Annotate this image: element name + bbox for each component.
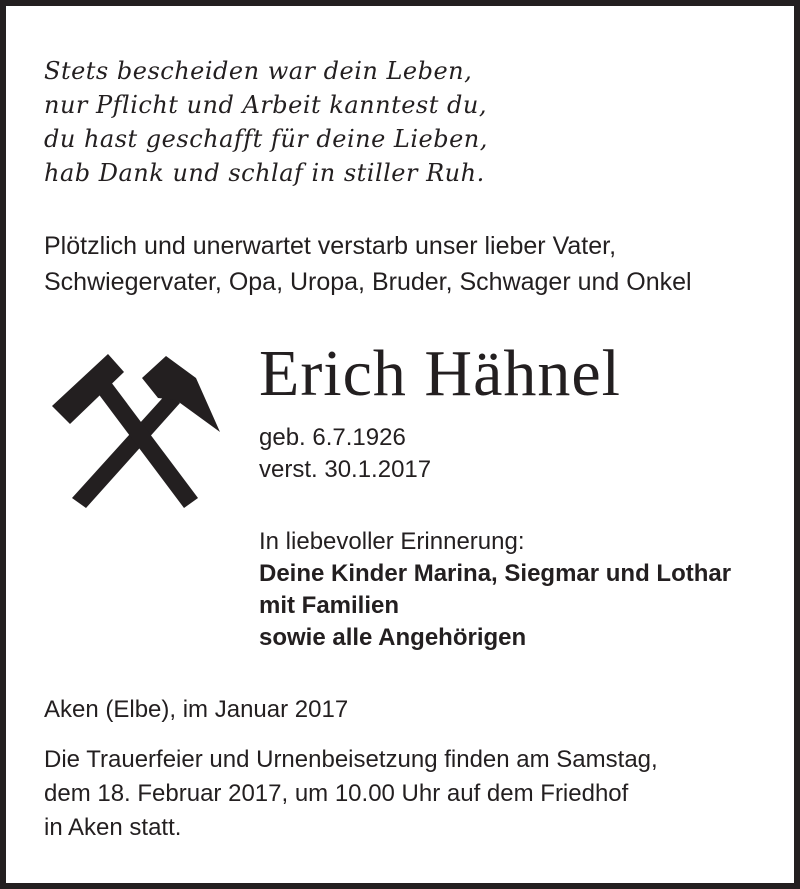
funeral-notice <box>44 743 658 845</box>
funeral-line: Die Trauerfeier und Urnenbeisetzung finden am Samstag, <box>44 746 658 773</box>
funeral-line: in Aken statt. <box>44 814 182 841</box>
announcement-text <box>44 228 692 300</box>
memorial-poem <box>44 54 488 190</box>
deceased-name: Erich Hähnel <box>259 337 622 410</box>
announcement-line: Plötzlich und unerwartet verstarb unser lieber Vater, <box>44 232 617 260</box>
mourners-heading: In liebevoller Erinnerung: <box>259 528 525 555</box>
mourners-line: sowie alle Angehörigen <box>259 624 527 651</box>
mourners-block <box>259 526 731 654</box>
mourners-line: mit Familien <box>259 592 400 619</box>
poem-line: nur Pflicht und Arbeit kanntest du, <box>44 91 487 119</box>
poem-line: Stets bescheiden war dein Leben, <box>44 57 473 85</box>
place-and-date: Aken (Elbe), im Januar 2017 <box>44 696 349 723</box>
mourners-line: Deine Kinder Marina, Siegmar und Lothar <box>259 560 732 587</box>
hammer-and-pick-icon <box>46 348 226 518</box>
life-dates <box>259 422 431 486</box>
death-date: verst. 30.1.2017 <box>259 456 432 483</box>
poem-line: hab Dank und schlaf in stiller Ruh. <box>44 159 485 187</box>
announcement-line: Schwiegervater, Opa, Uropa, Bruder, Schwager und Onkel <box>44 268 692 296</box>
funeral-line: dem 18. Februar 2017, um 10.00 Uhr auf dem Friedhof <box>44 780 629 807</box>
poem-line: du hast geschafft für deine Lieben, <box>44 125 488 153</box>
birth-date: geb. 6.7.1926 <box>259 424 406 451</box>
